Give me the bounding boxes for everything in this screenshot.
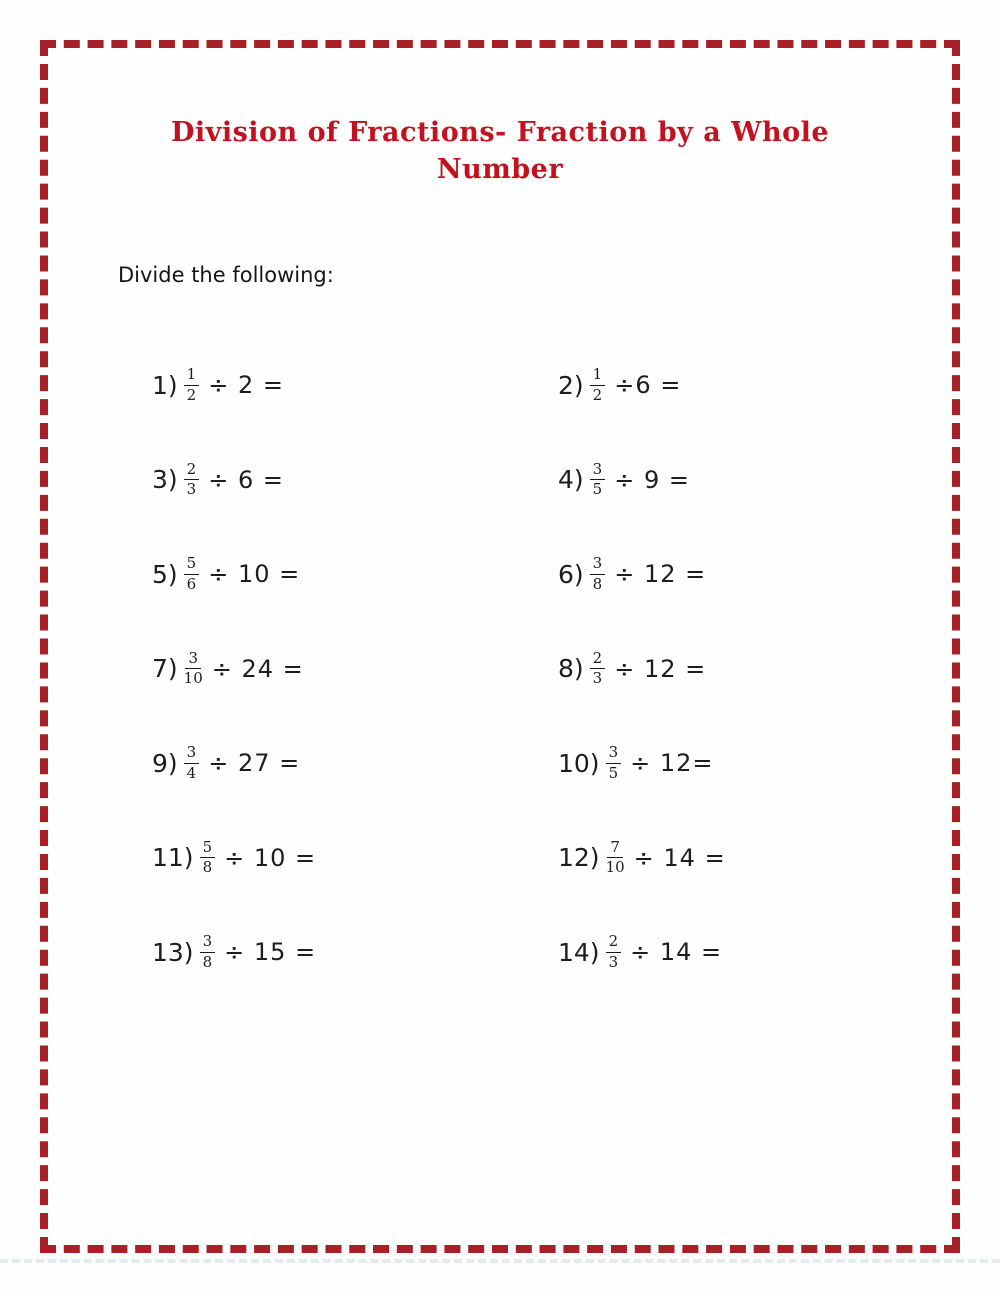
problem-label: 9)	[152, 748, 178, 778]
problem-expression: ÷ 27 =	[208, 749, 301, 777]
fraction-numerator: 1	[590, 366, 606, 385]
fraction	[590, 461, 606, 499]
problem-2	[558, 358, 958, 412]
problem-expression: ÷ 15 =	[224, 938, 317, 966]
fraction	[200, 933, 216, 971]
instruction-text: Divide the following:	[118, 263, 334, 287]
problem-expression: ÷ 2 =	[208, 371, 284, 399]
problem-label: 14)	[558, 937, 600, 967]
problem-8	[558, 642, 958, 696]
problem-label: 8)	[558, 654, 584, 683]
fraction-denominator: 3	[608, 952, 619, 971]
problem-10	[558, 736, 958, 790]
fraction-denominator: 2	[592, 385, 603, 404]
fraction-numerator: 1	[184, 366, 200, 385]
problem-expression: ÷ 12 =	[614, 560, 707, 588]
fraction-denominator: 8	[592, 574, 603, 593]
fraction-denominator: 8	[202, 952, 213, 971]
fraction-denominator: 6	[186, 574, 197, 593]
fraction	[184, 744, 200, 782]
fraction-numerator: 3	[606, 744, 622, 763]
problem-expression: ÷ 9 =	[614, 465, 690, 494]
fraction	[184, 461, 200, 499]
fraction-numerator: 5	[184, 555, 200, 574]
problem-expression: ÷ 12=	[630, 749, 714, 777]
fraction	[606, 744, 622, 782]
partial-bottom-border-artifact	[0, 1259, 1000, 1263]
problem-label: 7)	[152, 654, 178, 683]
fraction-denominator: 5	[608, 763, 619, 782]
problem-label: 11)	[152, 843, 194, 872]
fraction-numerator: 3	[200, 933, 216, 952]
fraction-denominator: 5	[592, 480, 603, 498]
fraction	[606, 839, 625, 877]
problem-label: 12)	[558, 843, 600, 872]
fraction-numerator: 3	[590, 555, 606, 574]
fraction-numerator: 3	[184, 744, 200, 763]
problem-13	[152, 925, 558, 979]
fraction-numerator: 2	[184, 461, 200, 480]
title-line-2: Number	[436, 154, 564, 185]
problem-9	[152, 736, 558, 790]
fraction-numerator: 7	[607, 839, 623, 858]
problem-label: 1)	[152, 370, 178, 400]
fraction-denominator: 2	[186, 385, 197, 404]
fraction-numerator: 5	[200, 839, 216, 858]
problem-label: 10)	[558, 748, 600, 778]
problem-expression: ÷ 14 =	[630, 938, 723, 966]
problem-1	[152, 358, 558, 412]
problem-5	[152, 547, 558, 601]
fraction-numerator: 3	[590, 461, 606, 480]
problem-expression: ÷ 10 =	[224, 843, 317, 872]
fraction	[184, 366, 200, 404]
problem-4	[558, 453, 958, 507]
problem-6	[558, 547, 958, 601]
fraction-denominator: 3	[186, 480, 197, 498]
worksheet-title	[60, 114, 940, 188]
problem-expression: ÷ 12 =	[614, 654, 707, 683]
problem-11	[152, 831, 558, 885]
title-line-1: Division of Fractions- Fraction by a Whole	[170, 117, 830, 148]
fraction	[606, 933, 622, 971]
fraction	[590, 650, 606, 688]
problem-label: 13)	[152, 937, 194, 967]
problem-label: 3)	[152, 465, 178, 494]
fraction-numerator: 2	[590, 650, 606, 669]
fraction	[590, 366, 606, 404]
problem-label: 5)	[152, 559, 178, 589]
problem-expression: ÷ 10 =	[208, 560, 301, 588]
problem-expression: ÷ 6 =	[208, 465, 284, 494]
problem-label: 6)	[558, 559, 584, 589]
fraction	[200, 839, 216, 877]
fraction-denominator: 3	[592, 669, 603, 687]
problem-label: 4)	[558, 465, 584, 494]
problem-expression: ÷6 =	[614, 371, 682, 399]
fraction-denominator: 8	[202, 858, 213, 876]
problem-7	[152, 642, 558, 696]
fraction	[590, 555, 606, 593]
problem-3	[152, 453, 558, 507]
problem-expression: ÷ 24 =	[211, 654, 304, 683]
problems-grid	[152, 358, 958, 1020]
fraction	[184, 555, 200, 593]
fraction	[184, 650, 203, 688]
problem-14	[558, 925, 958, 979]
problem-12	[558, 831, 958, 885]
fraction-denominator: 10	[183, 669, 203, 687]
problem-expression: ÷ 14 =	[633, 843, 726, 872]
fraction-denominator: 4	[186, 763, 197, 782]
fraction-numerator: 2	[606, 933, 622, 952]
fraction-denominator: 10	[605, 858, 625, 876]
fraction-numerator: 3	[185, 650, 201, 669]
problem-label: 2)	[558, 370, 584, 400]
